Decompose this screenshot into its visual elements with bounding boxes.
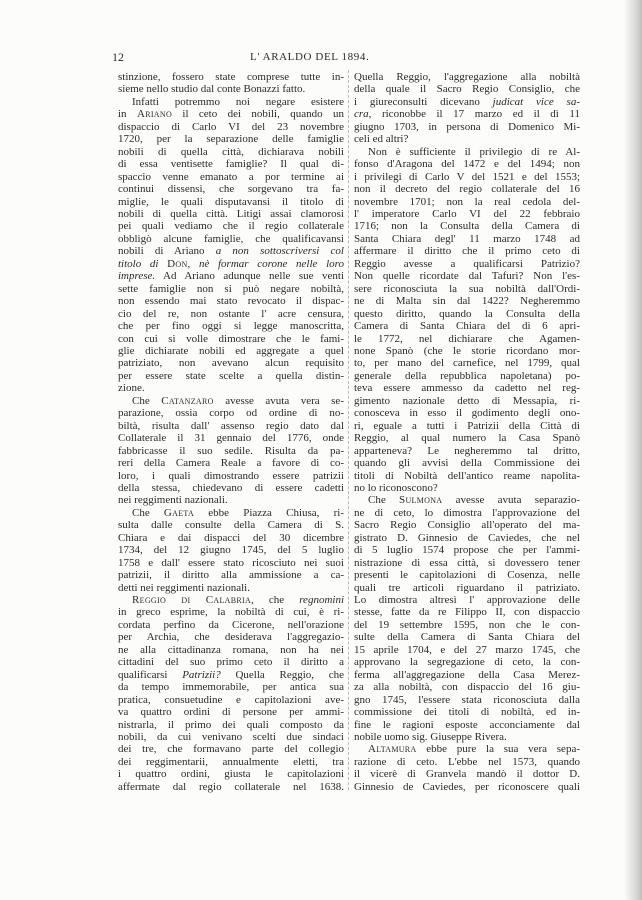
text-segment: biltà, risulta dall' assenso regio dato dal (118, 419, 344, 432)
text-segment: sieme nello studio dal conte Bonazzi fatto. (118, 83, 306, 96)
place-name: Altamura (368, 743, 417, 756)
text-line (118, 208, 344, 220)
left-column (118, 71, 344, 793)
text-line (118, 594, 344, 606)
text-segment: Non è sufficiente il privilegio di re Al- (368, 145, 580, 158)
text-segment: 1758 e dall' essere stato ricosciuto nei suoi (118, 556, 344, 569)
text-line (354, 494, 580, 506)
text-line (118, 432, 344, 444)
text-segment: avesse avuta separazio- (442, 494, 580, 507)
text-segment: Che (132, 506, 164, 519)
text-line (118, 644, 344, 656)
text-segment: per Archia, che desiderava l'aggregazio- (118, 631, 344, 644)
text-line (354, 420, 580, 432)
text-segment: patriziato, non avevano alcun requisito (118, 357, 344, 370)
text-line (354, 644, 580, 656)
text-line (354, 395, 580, 407)
text-segment: qualificarsi (118, 668, 183, 681)
text-line (354, 220, 580, 232)
text-line (354, 258, 580, 270)
text-segment: quando gli avvisi della Commissione dei (354, 457, 580, 470)
text-line (354, 357, 580, 369)
text-line (354, 457, 580, 469)
text-line (354, 432, 580, 444)
text-segment: novembre 1701; non la real cedola del- (354, 195, 580, 208)
text-segment: Che (368, 494, 400, 507)
italic-text: nè formar corone nelle loro (198, 257, 345, 270)
text-line (354, 743, 580, 755)
text-segment: gno 1745, l'essere stata riconosciuta dalla (354, 693, 580, 706)
text-line (354, 245, 580, 257)
text-segment: del 19 settembre 1595, non che le con- (354, 618, 580, 631)
text-line (118, 544, 344, 556)
text-line (354, 133, 580, 145)
text-line (118, 158, 344, 170)
text-line (354, 370, 580, 382)
text-segment: dei tre, che formavano parte del collegio (118, 743, 344, 756)
italic-text: cra (354, 108, 369, 121)
text-line (354, 631, 580, 643)
place-name: Sulmona (399, 494, 443, 507)
text-line (354, 756, 580, 768)
paragraph (354, 146, 580, 495)
text-line (118, 756, 344, 768)
text-line (354, 71, 580, 83)
text-line (354, 108, 580, 120)
text-segment: fine le ragioni esposte acconciamente dal (354, 718, 580, 731)
text-segment: questo diritto, quando la Consulta della (354, 307, 580, 320)
text-segment: Chiara e dai dispacci del 30 dicembre (118, 531, 344, 544)
text-line (118, 370, 344, 382)
text-line (354, 183, 580, 195)
text-line (118, 519, 344, 531)
text-segment: razione di ceto. L'ebbe nel 1573, quando (354, 755, 580, 768)
text-line (118, 146, 344, 158)
text-segment: pei quali vediamo che il regio collaterale (118, 220, 344, 233)
text-segment: non essendo mai stato revocato il dispac- (118, 295, 344, 308)
text-line (354, 582, 580, 594)
paragraph (354, 494, 580, 743)
text-line (118, 743, 344, 755)
text-line (354, 482, 580, 494)
text-segment: Ad Ariano adunque nelle sue venti (155, 270, 344, 283)
text-line (118, 457, 344, 469)
page-edge-shadow (624, 0, 642, 900)
text-segment: none Spanò (che le storie ricordano mor- (354, 344, 580, 357)
text-line (118, 507, 344, 519)
text-line (118, 768, 344, 780)
text-line (354, 171, 580, 183)
right-column (354, 71, 580, 793)
text-segment: patrizii, il diritto alla ammissione a ca- (118, 569, 344, 582)
text-segment: ri, eguale a tutti i Patrizii della Città di (354, 419, 580, 432)
text-segment: ferma all'aggregazione della Casa Merez- (354, 668, 580, 681)
text-line (354, 208, 580, 220)
text-line (354, 532, 580, 544)
text-segment: le 1772, nel dichiarare che Agamen- (354, 332, 580, 345)
text-segment: i giureconsulti dicevano (354, 95, 493, 108)
italic-text: judicat vice sa- (492, 95, 580, 108)
text-line (354, 196, 580, 208)
text-line (118, 494, 344, 506)
text-line (118, 694, 344, 706)
text-line (354, 594, 580, 606)
place-name: Catanzaro (161, 394, 214, 407)
text-segment: con cui si volle dimostrare che le fami- (118, 332, 344, 345)
text-segment: sulta dalle consulte della Camera di S. (118, 519, 344, 532)
paragraph (118, 507, 344, 594)
text-segment: dei reggimentarii, annualmente eletti, tra (118, 755, 344, 768)
italic-text: titolo di (118, 257, 159, 270)
text-segment: stesse, fatte da re Filippo II, con dispaccio (354, 606, 580, 619)
text-line (118, 619, 344, 631)
text-line (354, 669, 580, 681)
text-line (118, 532, 344, 544)
text-line (118, 470, 344, 482)
text-line (354, 619, 580, 631)
text-segment: zione. (118, 382, 145, 395)
text-segment: obbligò alcune famiglie, che qualificavansi (118, 232, 344, 245)
text-line (118, 606, 344, 618)
text-line (354, 719, 580, 731)
text-line (354, 694, 580, 706)
text-segment: in greco esprime, la nobiltà di cui, è ri- (118, 606, 344, 619)
text-line (118, 382, 344, 394)
text-segment: ebbe Piazza Chiusa, ri- (194, 506, 344, 519)
text-segment: loro, i quali dimostrando essere patrizii (118, 469, 344, 482)
text-segment: presenti le capitolazioni di Cosenza, nelle (354, 569, 580, 582)
text-segment: commissione dei titoli di nobiltà, ed in- (354, 706, 580, 719)
text-line (354, 768, 580, 780)
text-line (118, 196, 344, 208)
text-segment: giugno 1703, in persona di Domenico Mi- (354, 120, 580, 133)
text-segment: Reggio, al qual numero la Casa Spanò (354, 432, 580, 445)
text-line (118, 407, 344, 419)
paragraph (354, 71, 580, 146)
text-line (118, 233, 344, 245)
text-line (118, 345, 344, 357)
text-line (118, 183, 344, 195)
text-segment: Sacro Regio Consiglio all'operato del ma- (354, 519, 580, 532)
text-segment: Quella Reggio, l'aggregazione alla nobiltà (354, 71, 580, 83)
text-line (118, 681, 344, 693)
running-title: L' ARALDO DEL 1894. (250, 51, 370, 63)
text-segment: dì 5 luglio 1574 propose che per l'ammi- (354, 544, 580, 557)
paragraph (354, 743, 580, 793)
text-segment: ne di ceto, lo dimostra l'approvazione del (354, 506, 580, 519)
paragraph (118, 71, 344, 96)
text-segment: apparteneva? Le negheremmo tal dritto, (354, 444, 580, 457)
text-line (118, 133, 344, 145)
text-line (118, 719, 344, 731)
text-line (354, 83, 580, 95)
text-line (354, 519, 580, 531)
text-line (118, 445, 344, 457)
page-number: 12 (112, 50, 124, 64)
text-line (118, 270, 344, 282)
text-segment: , che (251, 594, 300, 607)
text-segment: reri della Camera Reale a favore di co- (118, 457, 344, 470)
text-line (118, 71, 344, 83)
text-segment: approvano la segregazione di ceto, la con- (354, 656, 580, 669)
text-line (354, 283, 580, 295)
text-line (354, 407, 580, 419)
text-line (118, 320, 344, 332)
text-line (354, 706, 580, 718)
text-segment: celi ed altri? (354, 133, 409, 146)
text-segment: stinzione, fossero state comprese tutte in- (118, 71, 344, 83)
text-segment: nobili di Ariano (118, 245, 216, 258)
text-segment: 1720, per la separazione delle famiglie (118, 133, 344, 146)
text-line (354, 382, 580, 394)
text-segment: affermate dal regio collaterale nel 1638. (118, 780, 344, 793)
text-line (118, 731, 344, 743)
text-segment: Che (132, 394, 162, 407)
text-segment: miglie, le quali disputavansi il titolo di (118, 195, 344, 208)
text-segment: cittadini del suo primo ceto il diritto a (118, 656, 344, 669)
text-segment: teva essere ammesso da cadetto nel reg- (354, 382, 580, 395)
text-line (354, 445, 580, 457)
text-line (118, 121, 344, 133)
text-line (354, 146, 580, 158)
column-divider (348, 70, 349, 790)
text-segment: nei reggimenti nazionali. (118, 494, 228, 507)
text-line (118, 420, 344, 432)
text-segment: ne alla cittadinanza romana, non ha nei (118, 643, 344, 656)
text-segment: ebbe pure la sua vera sepa- (416, 743, 580, 756)
text-line (354, 158, 580, 170)
text-segment: Santa Chiara degl' 11 marzo 1748 ad (354, 232, 580, 245)
text-segment: fabbricasse il suo sedile. Risulta da pa- (118, 444, 344, 457)
text-segment: Infatti potremmo noi negare esistere (132, 95, 344, 108)
text-segment: cordata perfino da Cicerone, nell'orazione (118, 618, 344, 631)
text-line (118, 308, 344, 320)
text-segment: generale della repubblica napoletana) po- (354, 369, 580, 382)
text-line (118, 258, 344, 270)
text-segment: , riconobbe il 17 marzo ed il dì 11 (368, 108, 580, 121)
text-segment: Lo dimostra altresì l' approvazione delle (354, 594, 580, 607)
text-segment: nobile uomo sig. Giuseppe Rivera. (354, 731, 507, 744)
text-line (118, 220, 344, 232)
text-line (354, 345, 580, 357)
text-line (354, 121, 580, 133)
text-segment: Ginnesio de Caviedes, per riconoscere quali (354, 780, 580, 793)
text-line (118, 108, 344, 120)
text-line (354, 569, 580, 581)
text-segment: sere riconosciuta la sua nobiltà dall'Ordi- (354, 282, 580, 295)
text-segment: nobili di quella città, dichiarava nobili (118, 145, 344, 158)
italic-text: imprese. (118, 270, 156, 283)
text-segment: della stessa, chiedevano di essere cadetti (118, 481, 344, 494)
text-segment: no lo riconoscono? (354, 481, 438, 494)
text-segment: cio del re, non ostante l' acre censura, (118, 307, 344, 320)
text-line (354, 233, 580, 245)
text-line (118, 631, 344, 643)
text-segment: dispaccio di Carlo VI del 23 novembre (118, 120, 344, 133)
text-line (354, 270, 580, 282)
text-segment: Quella Reggio, che (220, 668, 344, 681)
text-segment: gistrato D. Ginnesio de Caviedes, che nel (354, 531, 580, 544)
place-name: Reggio di Calabria (132, 594, 252, 607)
text-segment: titoli di Nobiltà dell'antico reame napolita- (354, 469, 580, 482)
paragraph (118, 594, 344, 793)
text-segment: quali tre articoli riguardano il patriziato. (354, 581, 580, 594)
text-line (118, 706, 344, 718)
text-segment: fonso d'Aragona del 1472 e del 1494; non (354, 158, 580, 171)
text-segment: i quattro ordini, giusta le capitolazioni (118, 768, 344, 781)
text-segment: glie dichiarate nobili ed aggregate a quel (118, 344, 344, 357)
text-segment: ne di Malta sin dal 1422? Negheremmo (354, 295, 580, 308)
text-line (118, 669, 344, 681)
text-segment: l' imperatore Carlo VI del 22 febbraio (354, 207, 580, 220)
text-segment: 1716; non la Consulta della Camera di (354, 220, 580, 233)
text-segment: spaccio venne emanato a por termine ai (118, 170, 344, 183)
text-segment: , (187, 257, 199, 270)
place-name: Ariano (136, 108, 173, 121)
text-segment: per essere state scelte a quella distin- (118, 369, 344, 382)
italic-text: a non sottoscriversi col (215, 245, 344, 258)
text-segment: continui dissensi, che sorgevano tra fa- (118, 183, 344, 196)
place-name: Don (167, 257, 188, 270)
text-segment: della quale il Sacro Regio Consiglio, che (354, 83, 580, 96)
text-segment: gimento nazionale detto di Messapia, ri- (354, 394, 580, 407)
paragraph (118, 395, 344, 507)
text-line (354, 606, 580, 618)
text-line (354, 96, 580, 108)
text-line (118, 482, 344, 494)
text-segment: za alla nobiltà, con dispaccio del 16 giu- (354, 681, 580, 694)
text-line (354, 781, 580, 793)
text-segment: 1734, del 12 giugno 1745, del 5 luglio (118, 544, 344, 557)
text-line (354, 333, 580, 345)
text-segment (158, 258, 167, 270)
text-segment: va quattro ordini di persone per ammi- (118, 706, 344, 719)
text-line (118, 283, 344, 295)
text-line (354, 557, 580, 569)
text-line (354, 470, 580, 482)
text-line (118, 295, 344, 307)
text-segment: to, per mano del carnefice, nel 1799, qual (354, 357, 580, 370)
italic-text: regnomini (299, 594, 344, 607)
place-name: Gaeta (163, 506, 195, 519)
text-segment: avesse avuta vera se- (213, 394, 344, 407)
text-segment: 15 aprile 1704, e del 27 marzo 1745, che (354, 643, 580, 656)
text-line (354, 320, 580, 332)
text-line (118, 245, 344, 257)
text-line (118, 569, 344, 581)
text-line (118, 781, 344, 793)
text-line (354, 308, 580, 320)
text-line (354, 731, 580, 743)
text-line (118, 656, 344, 668)
text-line (354, 295, 580, 307)
text-segment: detti nei reggimenti nazionali. (118, 581, 250, 594)
text-line (354, 507, 580, 519)
text-segment: i privilegi di Carlo V del 1521 e del 1553; (354, 170, 580, 183)
text-segment: Camera di Santa Chiara del dì 6 apri- (354, 320, 580, 333)
text-segment: che per fino oggi si legge manoscritta, (118, 320, 344, 333)
text-line (118, 171, 344, 183)
text-line (118, 357, 344, 369)
text-line (118, 395, 344, 407)
text-line (354, 681, 580, 693)
text-segment: parazione, ossia corpo od ordine di no- (118, 407, 344, 420)
italic-text: Patrizii? (182, 668, 221, 681)
text-segment: il ceto dei nobili, quando un (172, 108, 344, 121)
text-segment: nobili, da cui venivano scelti due sindaci (118, 731, 344, 744)
paragraph (118, 96, 344, 395)
text-segment: sulte della Camera di Santa Chiara del (354, 631, 580, 644)
text-segment: nobili di quella città. Litigi assai clamorosi (118, 207, 344, 220)
text-line (118, 557, 344, 569)
text-line (118, 83, 344, 95)
text-line (118, 96, 344, 108)
text-line (354, 544, 580, 556)
text-segment: nistrarla, il primo dei quali composto da (118, 718, 344, 731)
text-segment: pratica, consuetudine e capitolazioni ave- (118, 693, 344, 706)
text-segment: non il decreto del regio collaterale del 16 (354, 183, 580, 196)
text-segment: Reggio avesse a qualificarsi Patrizio? (354, 257, 580, 270)
text-segment: Collaterale il 31 gennaio del 1776, onde (118, 432, 344, 445)
text-line (118, 333, 344, 345)
text-segment: sette famiglie non si può negare nobiltà, (118, 282, 344, 295)
text-line (354, 656, 580, 668)
text-line (118, 582, 344, 594)
text-segment: nistrazione di essa città, si dovessero tener (354, 556, 580, 569)
text-segment: in (118, 108, 137, 121)
text-segment: affermare il diritto che il primo ceto di (354, 245, 580, 258)
text-segment: Non quelle ricordate dal Tafuri? Non l'es- (354, 270, 580, 283)
text-segment: di essa ventisette famiglie? Il qual di- (118, 158, 344, 171)
text-segment: conosceva in esso il godimento degli ono- (354, 407, 580, 420)
text-segment: il vicerè di Granvela mandò il dottor D. (354, 768, 580, 781)
text-segment: da tempo immemorabile, per antica sua (118, 681, 344, 694)
